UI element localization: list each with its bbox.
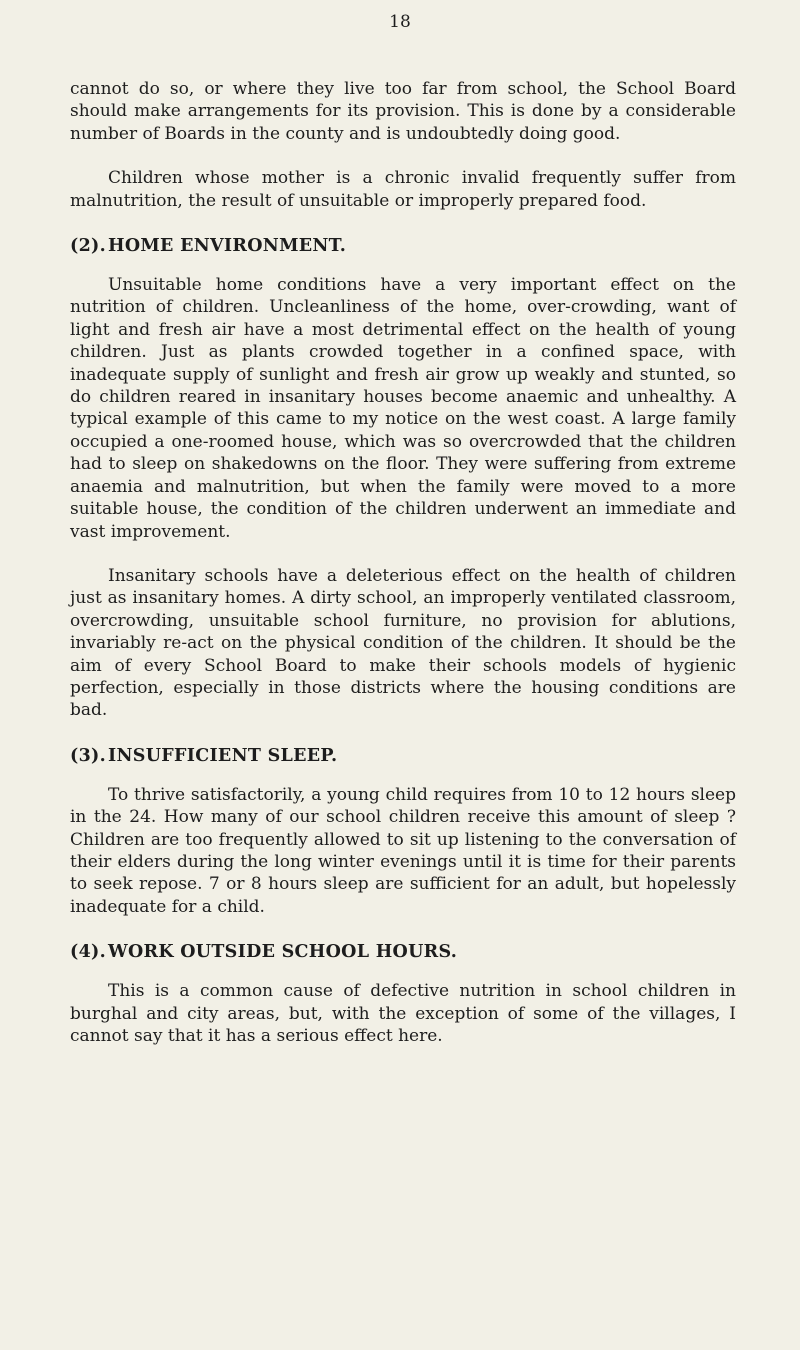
page-body [70, 78, 736, 1047]
paragraph-provision: cannot do so, or where they live too far from school, the School Board should make arrangements for its provision. This is done by a considerable number of Boards in the county and is undoubtedly doing good. [70, 79, 736, 144]
heading-number: (3). [70, 745, 107, 766]
paragraph-home-conditions: Unsuitable home conditions have a very important effect on the nutrition of children. Uncleanliness of the home, over-crowding, want of light and fresh air have a most detrimental effect on the health of young children. Just as plants crowded together in a confined space, with inadequate supply of sunlight and fresh air grow up weakly and stunted, so do children reared in insanitary houses become anaemic and unhealthy. A typical example of this came to my notice on the west coast. A large family occupied a one-roomed house, which was so overcrowded that the children had to sleep on shakedowns on the floor. They were suffering from extreme anaemia and malnutrition, but when the family were moved to a more suitable house, the condition of the children underwent an immediate and vast improvement. [70, 275, 736, 542]
paragraph-insanitary-schools: Insanitary schools have a deleterious effect on the health of children just as insanitary homes. A dirty school, an improperly ventilated classroom, overcrowding, unsuitable school furniture, no provision for ablutions, invariably re-act on the physical condition of the children. It should be the aim of every School Board to make their schools models of hygienic perfection, especially in those districts where the housing conditions are bad. [70, 565, 736, 721]
paragraph-invalid-mother: Children whose mother is a chronic invalid frequently suffer from malnutrition, the result of unsuitable or improperly prepared food. [70, 168, 736, 211]
heading-title: HOME ENVIRONMENT. [108, 236, 347, 257]
paragraph-sleep: To thrive satisfactorily, a young child requires from 10 to 12 hours sleep in the 24. How many of our school children receive this amount of sleep ? Children are too frequently allowed to sit up listening to the conversation of their elders during the long winter evenings until it is time for their parents to seek repose. 7 or 8 hours sleep are sufficient for an adult, but hopelessly inadequate for a child. [70, 784, 736, 917]
heading-title: INSUFFICIENT SLEEP. [108, 745, 338, 766]
heading-title: WORK OUTSIDE SCHOOL HOURS. [108, 942, 458, 963]
heading-insufficient-sleep [70, 744, 736, 768]
heading-number: (4). [70, 942, 107, 963]
heading-work-outside-school [70, 940, 736, 964]
heading-number: (2). [70, 236, 107, 257]
page-number: 18 [389, 12, 411, 32]
paragraph-work: This is a common cause of defective nutrition in school children in burghal and city areas, but, with the exception of some of the villages, I cannot say that it has a serious effect here. [70, 981, 736, 1046]
heading-home-environment [70, 234, 736, 258]
